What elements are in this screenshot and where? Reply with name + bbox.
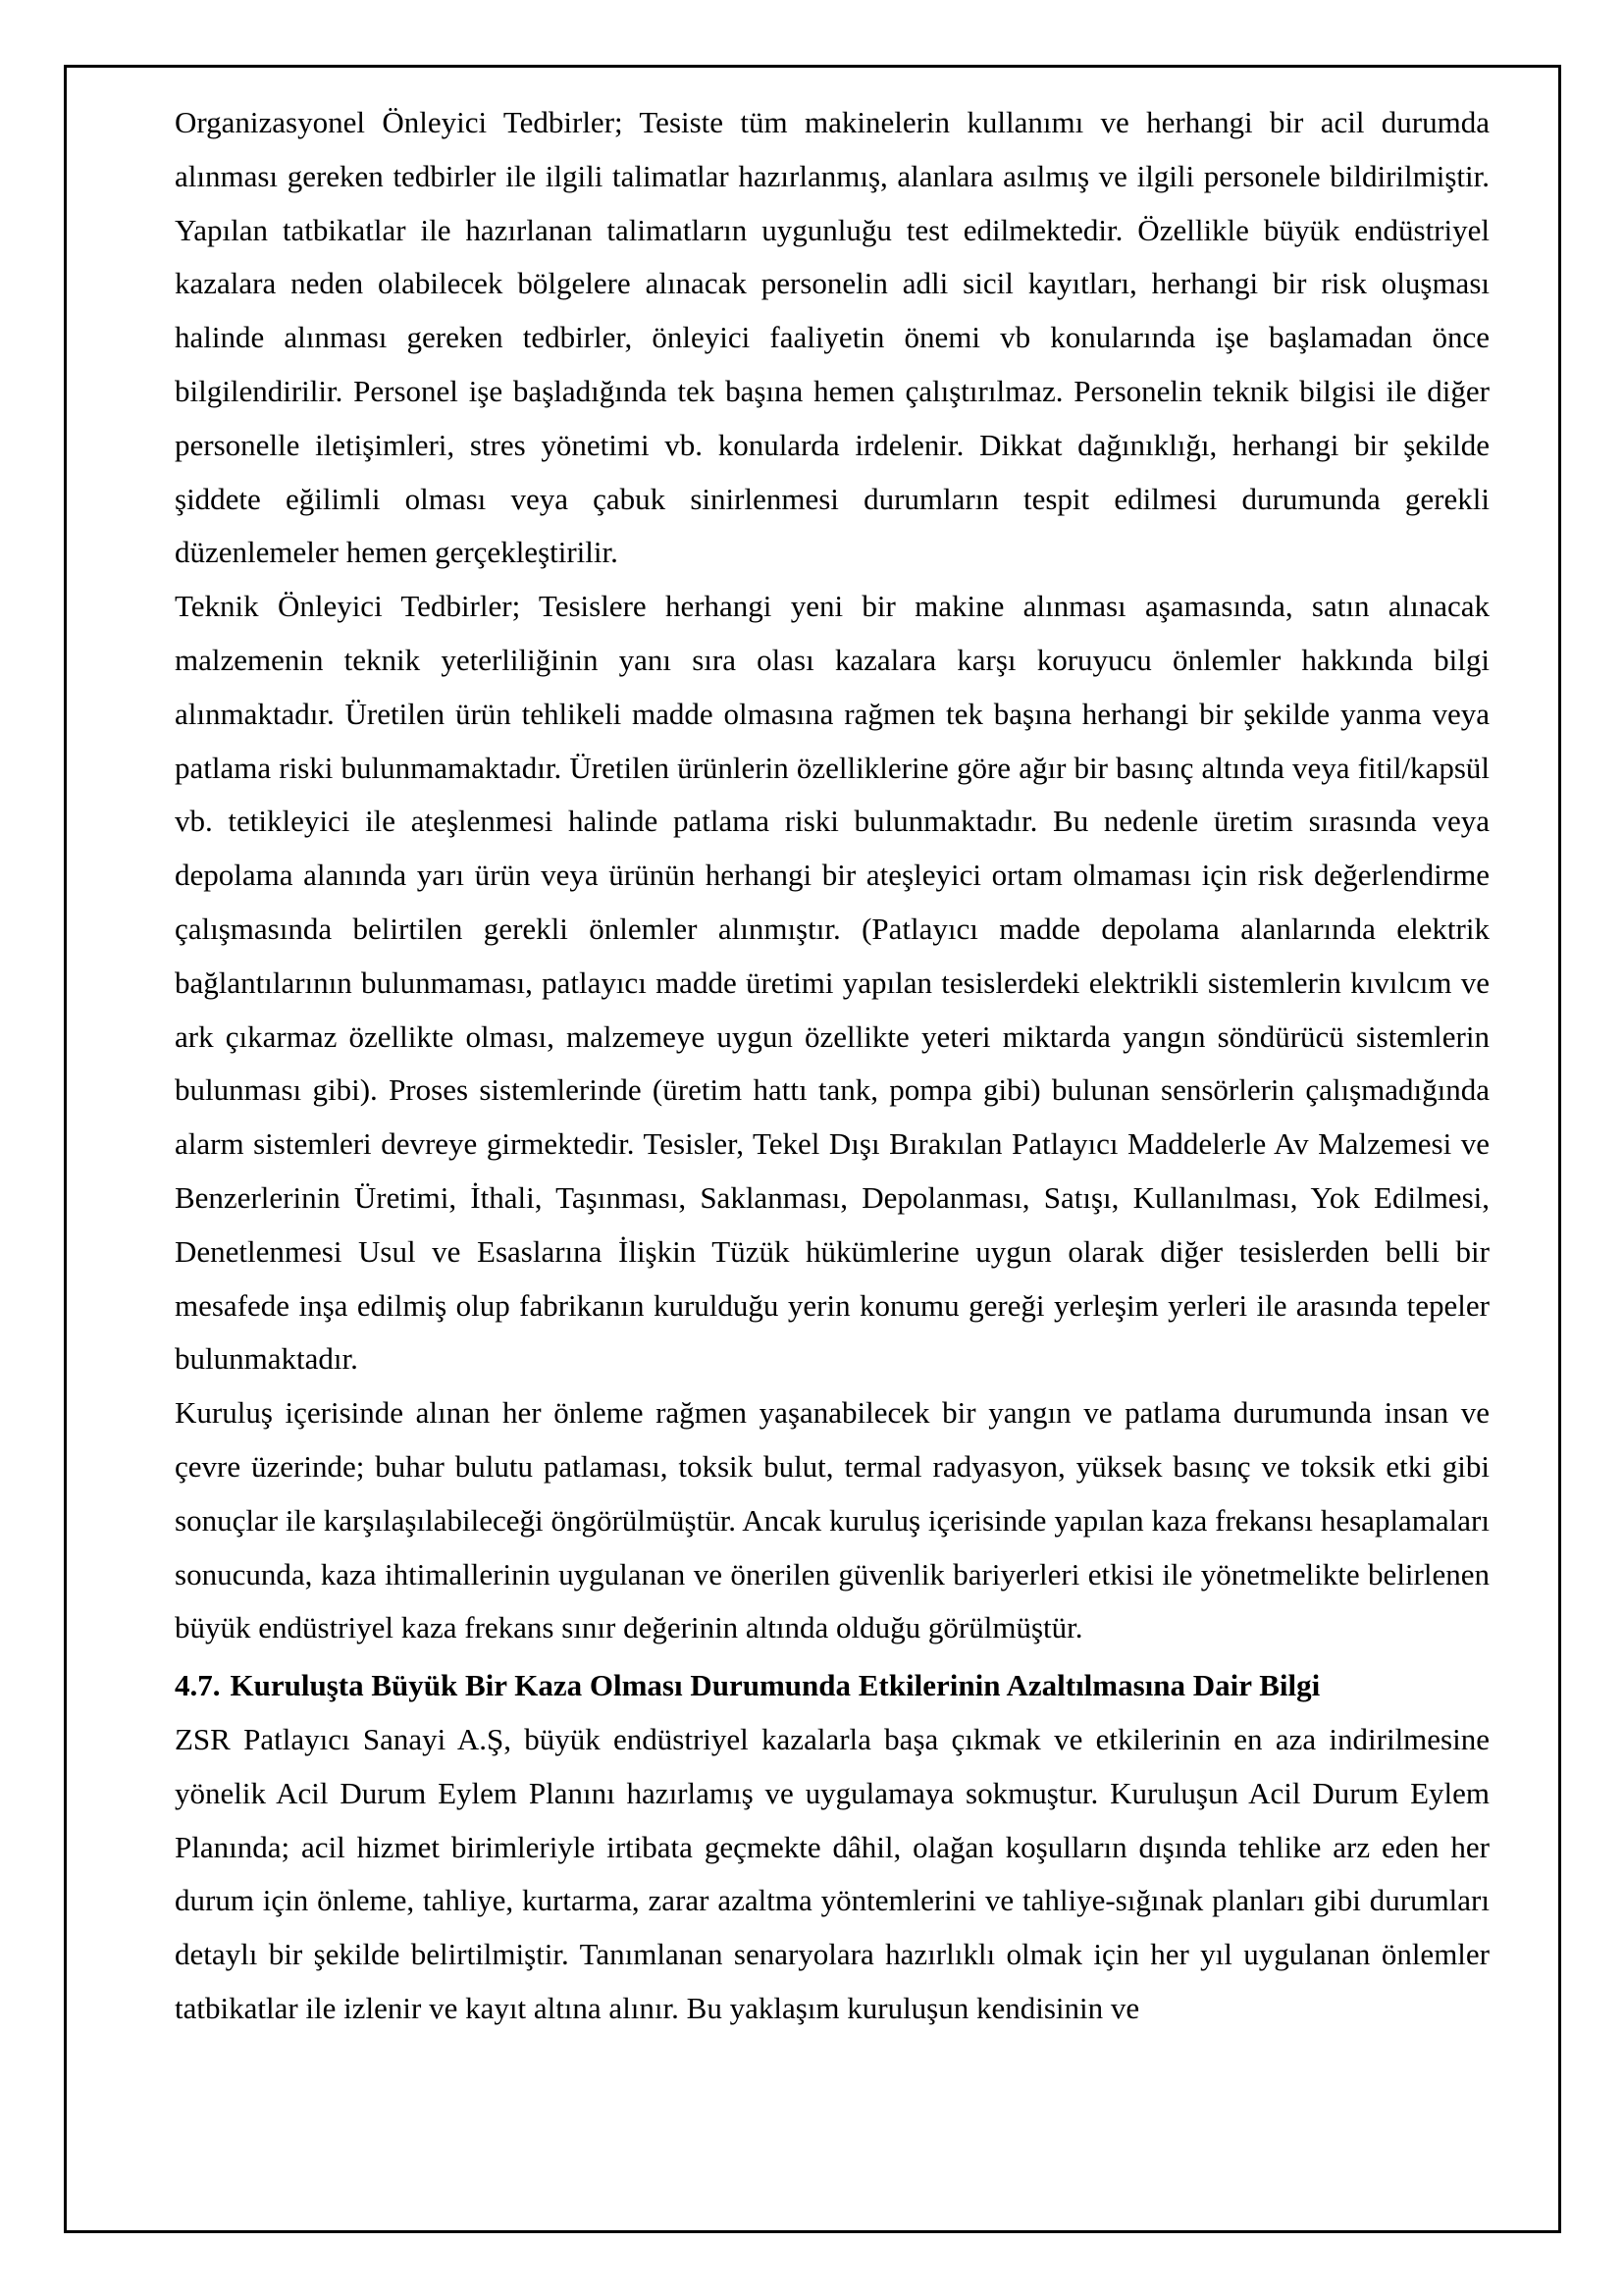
paragraph-technical-measures: Teknik Önleyici Tedbirler; Tesislere herhangi yeni bir makine alınması aşamasında, satın alınacak malzemenin teknik yeterliliğinin yanı sıra olası kazalara karşı koruyucu önlemler hakkında bilgi alınmaktadır. Üretilen ürün tehlikeli madde olmasına rağmen tek başına herhangi bir şekilde yanma veya patlama riski bulunmamaktadır. Üretilen ürünlerin özelliklerine göre ağır bir basınç altında veya fitil/kapsül vb. tetikleyici ile ateşlenmesi halinde patlama riski bulunmaktadır. Bu nedenle üretim sırasında veya depolama alanında yarı ürün veya ürünün herhangi bir ateşleyici ortam olmaması için risk değerlendirme çalışmasında belirtilen gerekli önlemler alınmıştır. (Patlayıcı madde depolama alanlarında elektrik bağlantılarının bulunmaması, patlayıcı madde üretimi yapılan tesislerdeki elektrikli sistemlerin kıvılcım ve ark çıkarmaz özellikte olması, malzemeye uygun özellikte yeteri miktarda yangın söndürücü sistemlerin bulunması gibi). Proses sistemlerinde (üretim hattı tank, pompa gibi) bulunan sensörlerin çalışmadığında alarm sistemleri devreye girmektedir. Tesisler, Tekel Dışı Bırakılan Patlayıcı Maddelerle Av Malzemesi ve Benzerlerinin Üretimi, İthali, Taşınması, Saklanması, Depolanması, Satışı, Kullanılması, Yok Edilmesi, Denetlenmesi Usul ve Esaslarına İlişkin Tüzük hükümlerine uygun olarak diğer tesislerden belli bir mesafede inşa edilmiş olup fabrikanın kurulduğu yerin konumu gereği yerleşim yerleri ile arasında tepeler bulunmaktadır.: [175, 589, 1490, 1377]
paragraph-accident-consequences: Kuruluş içerisinde alınan her önleme rağmen yaşanabilecek bir yangın ve patlama durumunda insan ve çevre üzerinde; buhar bulutu patlaması, toksik bulut, termal radyasyon, yüksek basınç ve toksik etki gibi sonuçlar ile karşılaşılabileceği öngörülmüştür. Ancak kuruluş içerisinde yapılan kaza frekansı hesaplamaları sonucunda, kaza ihtimallerinin uygulanan ve önerilen güvenlik bariyerleri etkisi ile yönetmelikte belirlenen büyük endüstriyel kaza frekans sınır değerinin altında olduğu görülmüştür.: [175, 1395, 1490, 1645]
paragraph-emergency-plan: ZSR Patlayıcı Sanayi A.Ş, büyük endüstriyel kazalarla başa çıkmak ve etkilerinin en aza indirilmesine yönelik Acil Durum Eylem Planını hazırlamış ve uygulamaya sokmuştur. Kuruluşun Acil Durum Eylem Planında; acil hizmet birimleriyle irtibata geçmekte dâhil, olağan koşulların dışında tehlike arz eden her durum için önleme, tahliye, kurtarma, zarar azaltma yöntemlerini ve tahliye-sığınak planları gibi durumları detaylı bir şekilde belirtilmiştir. Tanımlanan senaryolara hazırlıklı olmak için her yıl uygulanan önlemler tatbikatlar ile izlenir ve kayıt altına alınır. Bu yaklaşım kuruluşun kendisinin ve: [175, 1721, 1490, 2025]
paragraph-organizational-measures: Organizasyonel Önleyici Tedbirler; Tesiste tüm makinelerin kullanımı ve herhangi bir acil durumda alınması gereken tedbirler ile ilgili talimatlar hazırlanmış, alanlara asılmış ve ilgili personele bildirilmiştir. Yapılan tatbikatlar ile hazırlanan talimatların uygunluğu test edilmektedir. Özellikle büyük endüstriyel kazalara neden olabilecek bölgelere alınacak personelin adli sicil kayıtları, herhangi bir risk oluşması halinde alınması gereken tedbirler, önleyici faaliyetin önemi vb konularında işe başlamadan önce bilgilendirilir. Personel işe başladığında tek başına hemen çalıştırılmaz. Personelin teknik bilgisi ile diğer personelle iletişimleri, stres yönetimi vb. konularda irdelenir. Dikkat dağınıklığı, herhangi bir şekilde şiddete eğilimli olması veya çabuk sinirlenmesi durumların tespit edilmesi durumunda gerekli düzenlemeler hemen gerçekleştirilir.: [175, 105, 1490, 570]
section-heading: [175, 1659, 1490, 1713]
section-number: 4.7.: [175, 1668, 221, 1703]
document-body: [175, 96, 1490, 2036]
section-title: Kuruluşta Büyük Bir Kaza Olması Durumunda Etkilerinin Azaltılmasına Dair Bilgi: [230, 1668, 1321, 1703]
